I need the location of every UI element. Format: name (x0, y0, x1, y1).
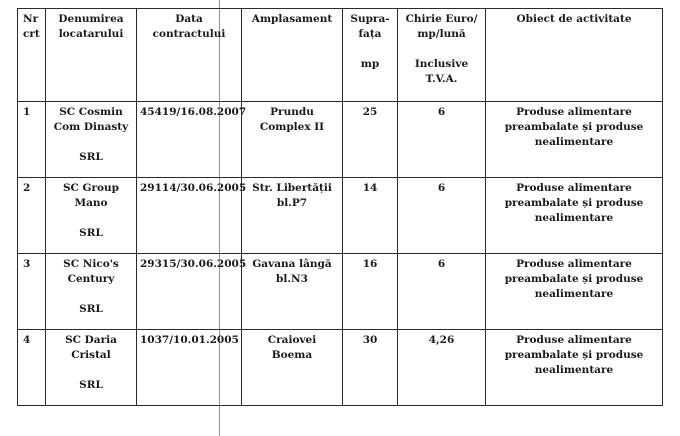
cell-nr: 3 (18, 254, 46, 330)
cell-tenant: SC Nico's Century SRL (46, 254, 137, 330)
table-row (18, 330, 663, 406)
cell-tenant: SC Cosmin Com Dinasty SRL (46, 102, 137, 178)
table-row (18, 178, 663, 254)
header-rent: Chirie Euro/ mp/lună Inclusive T.V.A. (398, 9, 486, 102)
cell-nr: 2 (18, 178, 46, 254)
cell-rent: 4,26 (398, 330, 486, 406)
cell-contract-date: 29315/30.06.2005 (137, 254, 242, 330)
cell-contract-date: 45419/16.08.2007 (137, 102, 242, 178)
cell-contract-date: 29114/30.06.2005 (137, 178, 242, 254)
cell-area: 30 (343, 330, 398, 406)
cell-tenant: SC Group Mano SRL (46, 178, 137, 254)
cell-activity: Produse alimentare preambalate și produse nealimentare (486, 254, 663, 330)
cell-location: Craiovei Boema (242, 330, 343, 406)
cell-contract-date: 1037/10.01.2005 (137, 330, 242, 406)
cell-area: 14 (343, 178, 398, 254)
cell-rent: 6 (398, 102, 486, 178)
cell-location: Gavana lângă bl.N3 (242, 254, 343, 330)
header-contract-date: Data contractului (137, 9, 242, 102)
cell-area: 16 (343, 254, 398, 330)
table-row (18, 254, 663, 330)
table-header-row (18, 9, 663, 102)
header-area: Supra- fața mp (343, 9, 398, 102)
header-location: Amplasament (242, 9, 343, 102)
cell-tenant: SC Daria Cristal SRL (46, 330, 137, 406)
tenants-table (17, 8, 663, 406)
cell-activity: Produse alimentare preambalate și produse nealimentare (486, 102, 663, 178)
cell-rent: 6 (398, 254, 486, 330)
cell-activity: Produse alimentare preambalate și produse nealimentare (486, 178, 663, 254)
cell-activity: Produse alimentare preambalate și produse nealimentare (486, 330, 663, 406)
table-row (18, 102, 663, 178)
header-tenant: Denumirea locatarului (46, 9, 137, 102)
header-activity: Obiect de activitate (486, 9, 663, 102)
cell-area: 25 (343, 102, 398, 178)
cell-rent: 6 (398, 178, 486, 254)
header-nr: Nr crt (18, 9, 46, 102)
cell-location: Prundu Complex II (242, 102, 343, 178)
cell-nr: 1 (18, 102, 46, 178)
cell-nr: 4 (18, 330, 46, 406)
cell-location: Str. Libertății bl.P7 (242, 178, 343, 254)
